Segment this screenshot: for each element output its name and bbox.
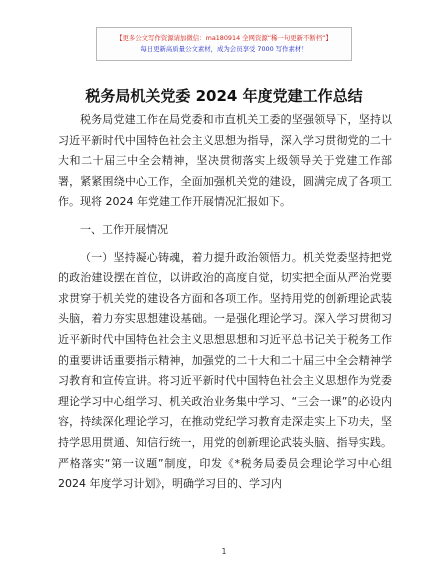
document-title: 税务局机关党委 2024 年度党建工作总结 (85, 87, 363, 105)
document-body (58, 110, 392, 495)
intro-paragraph: 税务局党建工作在局党委和市直机关工委的坚强领导下，坚持以习近平新时代中国特色社会主义思想为指导，深入学习贯彻党的二十大和二十届三中全会精神，坚决贯彻落实上级领导关于党建工作部署，紧紧围绕中心工作，全面加强机关党的建设，圆满完成了各项工作。现将 2024 年党建工作开展情况汇报如下。 (58, 113, 392, 209)
paragraph-gap (58, 241, 392, 248)
promo-banner (96, 27, 352, 61)
section-heading: 一、工作开展情况 (80, 222, 168, 236)
promo-banner-line-2: 每日更新高质量公文素材，成为会员享受 7000 写作素材！ (140, 45, 308, 53)
paragraph-gap (58, 213, 392, 220)
body-paragraph: （一）坚持凝心铸魂，着力提升政治领悟力。机关党委坚持把党的政治建设摆在首位，以讲政治的高度自觉，切实把全面从严治党要求贯穿于机关党的建设各方面和各项工作。坚持用党的创新理论武装头脑，着力夯实思想建设基础。一是强化理论学习。深入学习贯彻习近平新时代中国特色社会主义思想思想和习近平总书记关于税务工作的重要讲话重要指示精神，加强党的二十大和二十届三中全会精神学习教育和宣传宣讲。将习近平新时代中国特色社会主义思想作为党委理论学习中心组学习、机关政治业务集中学习、“三会一课”的必设内容，持续深化理论学习，在推动党纪学习教育走深走实上下功夫，坚持学思用贯通、知信行统一，用党的创新理论武装头脑、指导实践。严格落实“第一议题”制度，印发《*税务局委员会理论学习中心组 2024 年度学习计划》，明确学习目的、学习内 (58, 250, 392, 491)
page-number: 1 (221, 547, 227, 556)
promo-banner-line-1: 【更多公文写作资源请加微信：ma180914 全网资源“稀一句更新不断档”】 (116, 34, 332, 42)
